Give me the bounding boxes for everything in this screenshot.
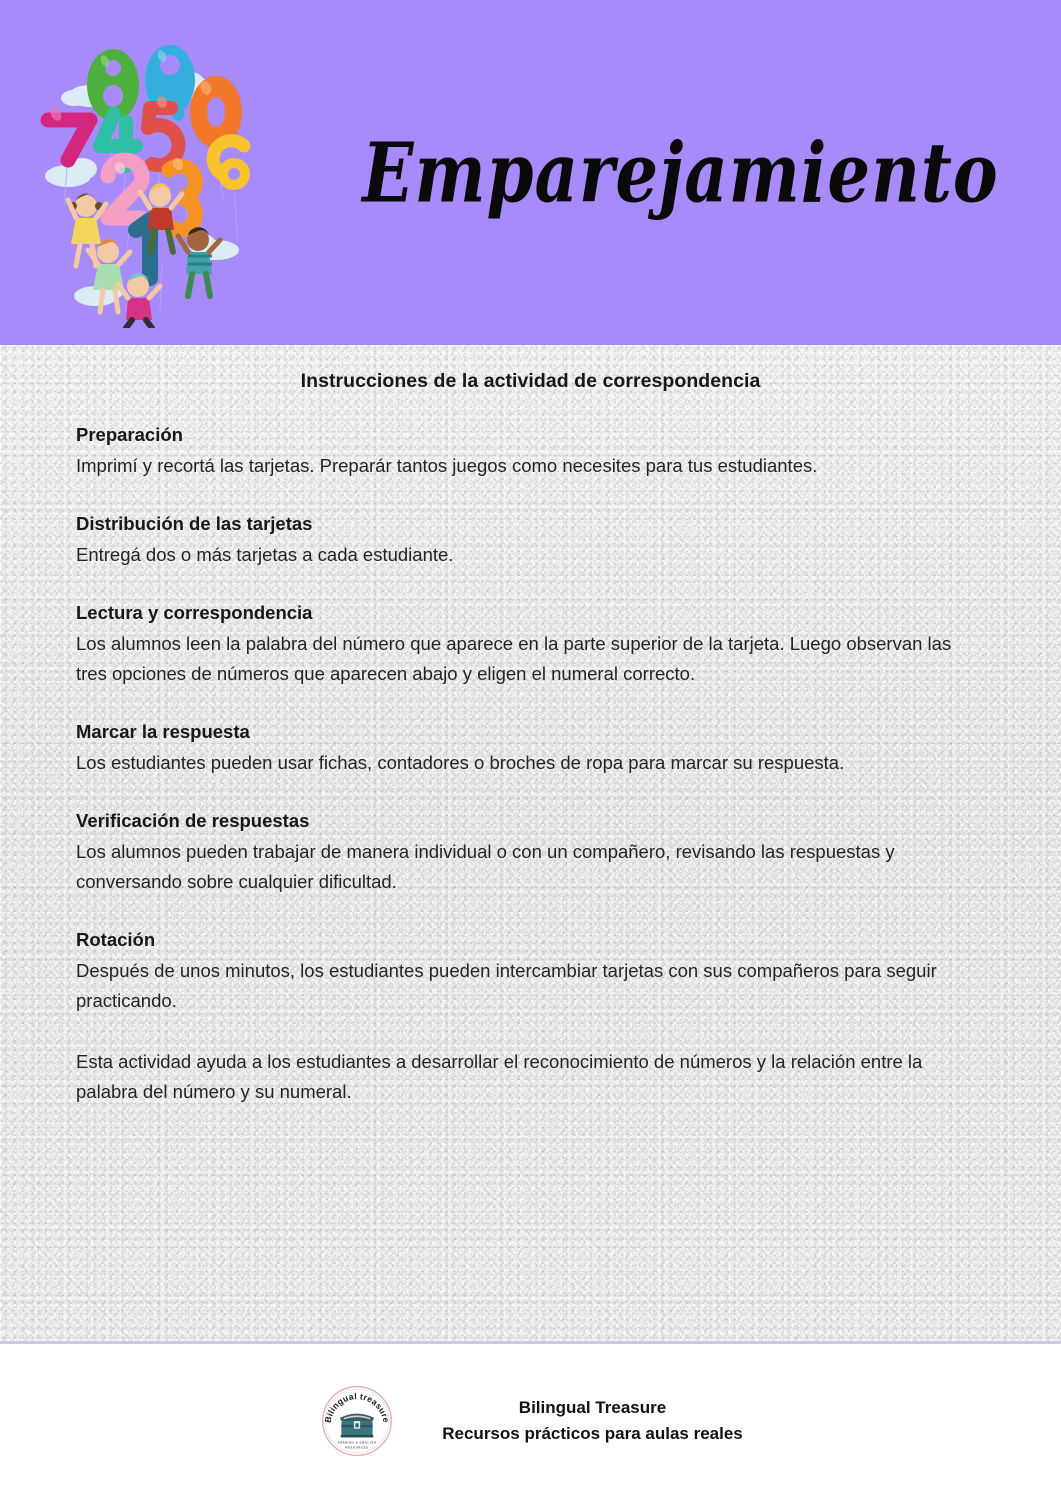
section-title: Rotación — [76, 928, 156, 950]
svg-text:0 — [38, 28, 49, 32]
section-distribucion — [76, 512, 985, 570]
section-body: Entregá dos o más tarjetas a cada estudiante. — [76, 543, 454, 565]
balloon-5 — [148, 94, 178, 165]
balloon-2 — [108, 160, 142, 218]
section-title: Distribución de las tarjetas — [76, 512, 313, 534]
section-title: Lectura y correspondencia — [76, 601, 313, 623]
section-title: Preparación — [76, 424, 183, 445]
closing-paragraph: Esta actividad ayuda a los estudiantes a desarrollar el reconocimiento de números y la relación entre la palabra del número y su numeral. — [76, 1050, 923, 1102]
section-body: Los alumnos leen la palabra del número que aparece en la parte superior de la tarjeta. Luego observan las tres opciones de números que aparecen abajo y eligen el numeral correcto. — [76, 632, 952, 684]
section-body: Los alumnos pueden trabajar de manera individual o con un compañero, revisando las respuestas y conversando sobre cualquier dificultad. — [76, 840, 895, 892]
svg-text:Bilingual treasure: Bilingual treasure — [322, 1391, 392, 1424]
section-body: Después de unos minutos, los estudiantes pueden intercambiar tarjetas con sus compañeros para seguir practicando. — [76, 959, 937, 1011]
treasure-chest-icon — [340, 1414, 374, 1438]
bilingual-treasure-logo-icon — [318, 1382, 396, 1460]
section-body: Los estudiantes pueden usar fichas, contadores o broches de ropa para marcar su respuesta. — [76, 751, 845, 773]
section-verificacion — [76, 809, 985, 897]
svg-text:SPANISH & ENGLISH: SPANISH & ENGLISH — [337, 1440, 377, 1445]
section-preparacion — [76, 423, 985, 481]
header-title-container — [300, 0, 1061, 345]
footer-brand-text — [442, 1395, 743, 1448]
instructions-content — [0, 345, 1061, 1106]
number-balloons-illustration — [38, 28, 268, 328]
page-footer — [0, 1344, 1061, 1500]
instruction-sections — [0, 423, 1061, 1016]
header-banner — [0, 0, 1061, 345]
section-title: Marcar la respuesta — [76, 720, 250, 742]
instructions-heading: Instrucciones de la actividad de correspondencia — [300, 370, 761, 392]
section-title: Verificación de respuestas — [76, 809, 310, 831]
section-body: Imprimí y recortá las tarjetas. Preparár tantos juegos como necesites para tus estudiantes. — [76, 454, 818, 476]
balloon-6 — [213, 141, 250, 190]
footer-brand-name: Bilingual Treasure — [518, 1397, 667, 1417]
section-rotacion — [76, 928, 985, 1016]
child-figure-boy-striped — [178, 227, 220, 296]
svg-text:RESOURCES: RESOURCES — [345, 1445, 369, 1450]
footer-inner — [318, 1382, 743, 1460]
section-marcar — [76, 720, 985, 778]
page-title: Emparejamiento — [362, 122, 999, 221]
footer-tagline: Recursos prácticos para aulas reales — [442, 1424, 743, 1443]
balloon-7 — [48, 106, 90, 160]
instructions-body — [0, 345, 1061, 1343]
section-lectura — [76, 601, 985, 689]
